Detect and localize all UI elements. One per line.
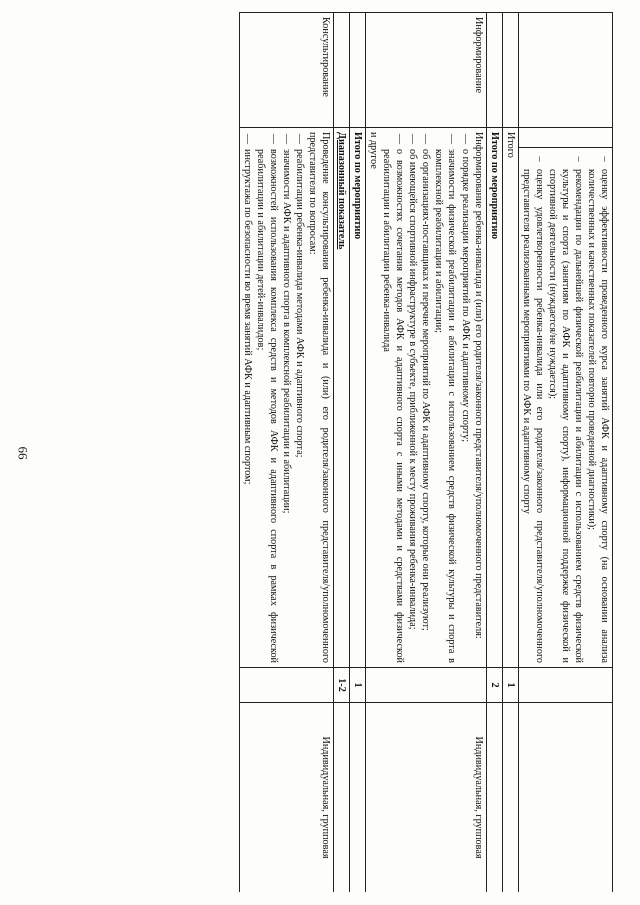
informing-content (366, 128, 486, 668)
table-row-consulting (239, 13, 333, 893)
cell-continuation-content (518, 148, 612, 668)
list-item: — значимости АФК и адаптивного спорта в комплексной реабилитации и абилитации; (280, 133, 292, 514)
list-item: — о возможностях сочетания методов АФК и адаптивного спорта с иными методами и средствами физической реабилитации и абилитации ребенка-инвалида (381, 133, 406, 663)
list-item: — об организациях-поставщиках и перечне мероприятий по АФК и адаптивному спорту, которые они реализуют; (420, 133, 432, 631)
list-item: – рекомендации по дальнейшей физической реабилитации и абилитации с использованием средств физической культуры и спорта (занятиям по АФК и адаптивному спорту), информационной поддержке физической и спортивной деятельности (нуждается/не нуждается); (546, 156, 584, 663)
informing-name: Информирование (366, 13, 486, 128)
informing-form: Индивидуальная, групповая (366, 703, 486, 893)
measure-total-label: Итого по мероприятию (350, 128, 366, 668)
page-number-container (12, 0, 32, 905)
table-row-continuation (518, 13, 612, 893)
cell-empty (518, 668, 612, 703)
consulting-content (239, 128, 333, 668)
consulting-intro: Проведение консультирования ребенка-инвалида и (или) его родителя/законного представителя/уполномоченного представителя по вопросам: (307, 132, 332, 663)
table-row-measure-total (350, 13, 366, 893)
measure-total-count: 2 (486, 668, 502, 703)
consulting-name: Консультирование (239, 13, 333, 128)
cell-empty (350, 703, 366, 893)
rotated-page-area (33, 12, 613, 892)
measures-table (239, 12, 613, 892)
cell-empty (239, 668, 333, 703)
list-item: — об имеющейся спортивной инфраструктуре в субъекте, приближенной к месту проживания ребенка-инвалида; (407, 133, 419, 630)
page-number: 66 (15, 446, 30, 459)
cell-empty (486, 13, 502, 128)
measure-total-label: Итого по мероприятию (486, 128, 502, 668)
cell-empty (334, 13, 350, 128)
table-row-measure-total (486, 13, 502, 893)
consulting-form: Индивидуальная, групповая (239, 703, 333, 893)
cell-empty (502, 703, 518, 893)
list-item: – оценку удовлетворенности ребенка-инвалида или его родителя/законного представителя/уполномоченного представителя реализованными мероприятиями по АФК и адаптивному спорту (520, 156, 545, 663)
list-item: – оценку эффективности проведенного курса занятий АФК и адаптивному спорту (на основании анализа количественных и качественных показателей повторно проведенной диагностики); (585, 156, 610, 663)
table-row-informing (366, 13, 486, 893)
list-item: — значимости физической реабилитации и абилитации с использованием средств физической культуры и спорта в комплексной реабилитации и абилитации; (433, 133, 458, 663)
informing-tail: и другое (368, 132, 380, 169)
informing-intro: Информирование ребенка-инвалида и (или) его родителя/законного представителя/уполномоченного представителя: (472, 132, 484, 639)
list-item: — реабилитации ребенка-инвалида методами АФК и адаптивного спорта; (293, 133, 305, 458)
measure-total-count: 1 (350, 668, 366, 703)
cell-empty (502, 13, 518, 128)
list-item: — инструктажа по безопасности во время занятий АФК и адаптивным спортом; (241, 133, 253, 485)
cell-empty (350, 13, 366, 128)
cell-empty (366, 668, 486, 703)
cell-empty (518, 703, 612, 893)
total-label: Итого (502, 128, 518, 668)
cell-empty (518, 13, 612, 128)
table-row-range (334, 13, 350, 893)
cell-empty (334, 703, 350, 893)
total-count: 1 (502, 668, 518, 703)
cell-empty (518, 128, 612, 148)
cell-empty (486, 703, 502, 893)
rotated-page-content (33, 12, 613, 892)
table-row-total (502, 13, 518, 893)
list-item: — возможностей использования комплекса средств и методов АФК и адаптивного спорта в рамках физической реабилитации и абилитации детей-инвалидов; (254, 133, 279, 663)
range-label: Диапазонный показатель (334, 128, 350, 668)
range-count: 1-2 (334, 668, 350, 703)
list-item: — о порядке реализации мероприятий по АФК и адаптивному спорту; (459, 133, 471, 443)
